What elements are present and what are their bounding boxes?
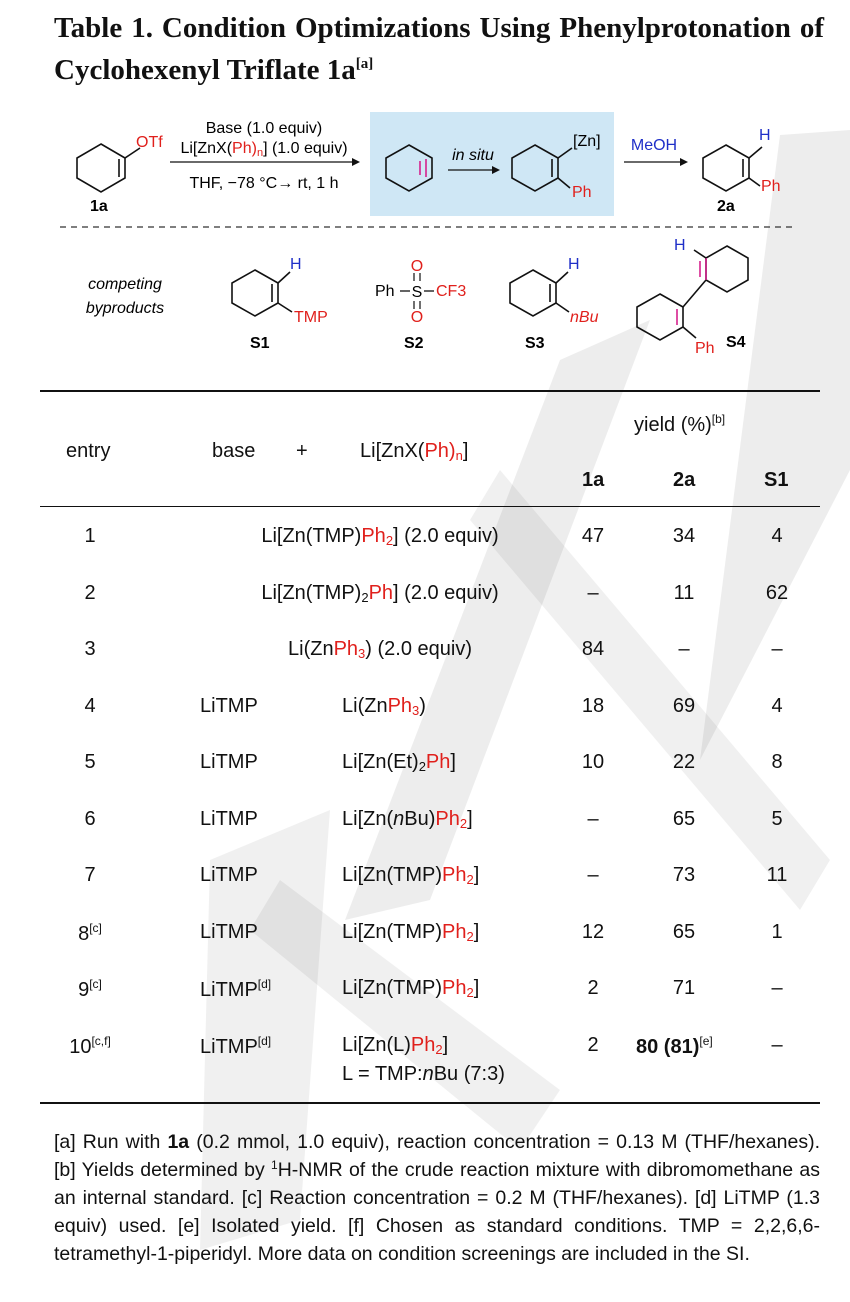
s2-o-bottom: O — [410, 309, 424, 326]
reagent-cell: $Li[Zn(TMP)Ph_2]$ — [342, 864, 480, 887]
yield-s1-cell: – — [771, 638, 783, 660]
zn-label: [Zn] — [573, 133, 601, 150]
base-cell: LiTMP — [200, 751, 258, 773]
base-cell: LiTMP — [200, 920, 258, 943]
start-label: 1a — [90, 198, 108, 215]
yield-1a-cell: 18 — [581, 694, 605, 717]
cond-base: Base (1.0 equiv) — [205, 120, 323, 137]
header-base: base — [212, 440, 256, 462]
yield-1a-cell: 2 — [587, 1033, 599, 1056]
yield-2a-cell: 34 — [672, 525, 696, 547]
entry-cell: 8[c] — [78, 920, 102, 945]
entry-cell: 9[c] — [78, 977, 102, 1001]
yield-s1-cell: 1 — [771, 920, 783, 943]
s1-tmp: TMP — [294, 309, 328, 326]
entry-cell: 3 — [84, 638, 96, 660]
product-ph: Ph — [761, 178, 781, 195]
s3-label: S3 — [525, 335, 545, 352]
yield-1a-cell: 10 — [581, 751, 605, 773]
meoh-label: MeOH — [630, 137, 678, 154]
h-label: H — [759, 127, 771, 144]
s4-label: S4 — [726, 334, 746, 351]
yield-1a-cell: 47 — [581, 525, 605, 547]
reagent-cell: $Li[Zn(L)Ph_2]$ — [342, 1033, 449, 1057]
ph-label: Ph — [572, 184, 592, 201]
s2-cf3: CF3 — [436, 283, 467, 300]
entry-cell: 6 — [84, 807, 96, 830]
s2-ph: Ph — [375, 283, 395, 300]
header-yield: yield (%)[b] — [634, 412, 726, 436]
entry-cell: 7 — [84, 864, 96, 886]
entry-cell: 2 — [84, 581, 96, 604]
in-situ-label: in situ — [452, 147, 494, 164]
yield-2a-cell: 22 — [672, 751, 696, 773]
entry-cell: 4 — [84, 694, 96, 717]
reaction-scheme — [0, 100, 850, 400]
s3-nbu: nBu — [570, 309, 599, 326]
yield-s1-cell: 4 — [771, 525, 783, 547]
s4-ph: Ph — [695, 340, 715, 357]
yield-2a-cell: 71 — [672, 977, 696, 999]
cond-solvent: THF, −78 °C→ rt, 1 h — [189, 175, 339, 192]
header-col-s1: S1 — [764, 469, 789, 491]
product-label: 2a — [717, 198, 735, 215]
reagent-cell: Li(ZnPh$_3$) (2.0 equiv) — [288, 638, 472, 661]
reagent-cell: $Li[Zn(TMP)Ph_2]$ (2.0 equiv) — [261, 525, 499, 548]
table-top-rule — [40, 390, 820, 392]
yield-1a-cell: – — [587, 864, 599, 886]
yield-2a-cell: 65 — [672, 807, 696, 830]
yield-s1-cell: 5 — [771, 807, 783, 830]
yield-1a-cell: – — [587, 807, 599, 830]
competing-label-2: byproducts — [85, 300, 165, 317]
table-footnotes: [a] Run with 1a (0.2 mmol, 1.0 equiv), reaction concentration = 0.13 M (THF/hexanes). [b] Yields determined by $^1$H-NMR of the crude reaction mixture with dibromomethane as an internal standard. [c] Reaction concentration = 0.2 M (THF/hexanes). [d] LiTMP (1.3 equiv) used. [e] Isolated yield. [f] Chosen as standard conditions. TMP = 2,2,6,6-tetramethyl-1-piperidyl. More data on condition screenings are included in the SI. — [54, 1131, 821, 1265]
yield-1a-cell: 2 — [587, 977, 599, 999]
s1-h: H — [290, 256, 302, 273]
header-col-2a: 2a — [673, 469, 696, 491]
base-cell: LiTMP — [200, 807, 258, 830]
yield-s1-cell: 8 — [771, 751, 783, 773]
yield-2a-cell: 11 — [673, 581, 695, 604]
reagent-definition: L = TMP:nBu (7:3) — [342, 1062, 505, 1085]
yield-2a-cell: – — [678, 638, 690, 660]
yield-2a-cell: 69 — [672, 694, 696, 717]
entry-cell: 1 — [84, 525, 96, 547]
base-cell: LiTMP[d] — [200, 1033, 272, 1058]
s2-o-top: O — [410, 258, 424, 275]
reagent-cell: Li(ZnPh$_3$) — [342, 694, 426, 718]
yield-1a-cell: – — [587, 581, 599, 604]
yield-s1-cell: 11 — [766, 864, 788, 886]
table-header-rule — [40, 506, 820, 507]
table-title: Table 1. Condition Optimizations Using Phenylprotonation of Cyclohexenyl Triflate 1a[a] — [54, 12, 824, 86]
competing-label-1: competing — [88, 276, 162, 293]
reagent-cell: $Li[Zn(TMP)Ph_2]$ — [342, 920, 480, 944]
s4-h: H — [674, 237, 686, 254]
header-col-1a: 1a — [582, 469, 605, 491]
base-cell: LiTMP — [200, 864, 258, 886]
base-cell: LiTMP — [200, 694, 258, 717]
s3-h: H — [568, 256, 580, 273]
reagent-cell: $Li[Zn(nBu)Ph_2]$ — [342, 807, 473, 831]
s1-label: S1 — [250, 335, 270, 352]
yield-s1-cell: 4 — [771, 694, 783, 717]
yield-2a-cell: 73 — [672, 864, 696, 886]
cyclohexenyl-triflate-structure — [77, 144, 140, 192]
yield-s1-cell: – — [771, 977, 783, 999]
otf-label: OTf — [136, 134, 163, 151]
reagent-cell: $Li[Zn(TMP)Ph_2]$ — [342, 977, 480, 1000]
base-cell: LiTMP[d] — [200, 977, 272, 1001]
yield-1a-cell: 12 — [581, 920, 605, 943]
yield-1a-cell: 84 — [581, 638, 605, 660]
yield-s1-cell: 62 — [765, 581, 789, 604]
entry-cell: 5 — [84, 751, 96, 773]
cond-reagent: Li[ZnX(Ph)n] (1.0 equiv) — [180, 140, 348, 159]
table-bottom-rule — [40, 1102, 820, 1104]
header-plus: + — [296, 440, 308, 462]
header-entry: entry — [66, 440, 111, 462]
entry-cell: 10[c,f] — [69, 1033, 111, 1058]
reagent-cell: $Li[Zn(TMP)_2Ph]$ (2.0 equiv) — [261, 581, 499, 605]
yield-2a-cell: 65 — [672, 920, 696, 943]
reagent-cell: $Li[Zn(Et)_2Ph]$ — [342, 751, 456, 774]
header-reagent: $Li[ZnX(Ph)_n]$ — [360, 440, 469, 463]
s2-s: S — [411, 284, 423, 301]
yield-s1-cell: – — [771, 1033, 783, 1056]
s2-label: S2 — [404, 335, 424, 352]
yield-2a-cell: 80 (81)[e] — [636, 1033, 713, 1058]
